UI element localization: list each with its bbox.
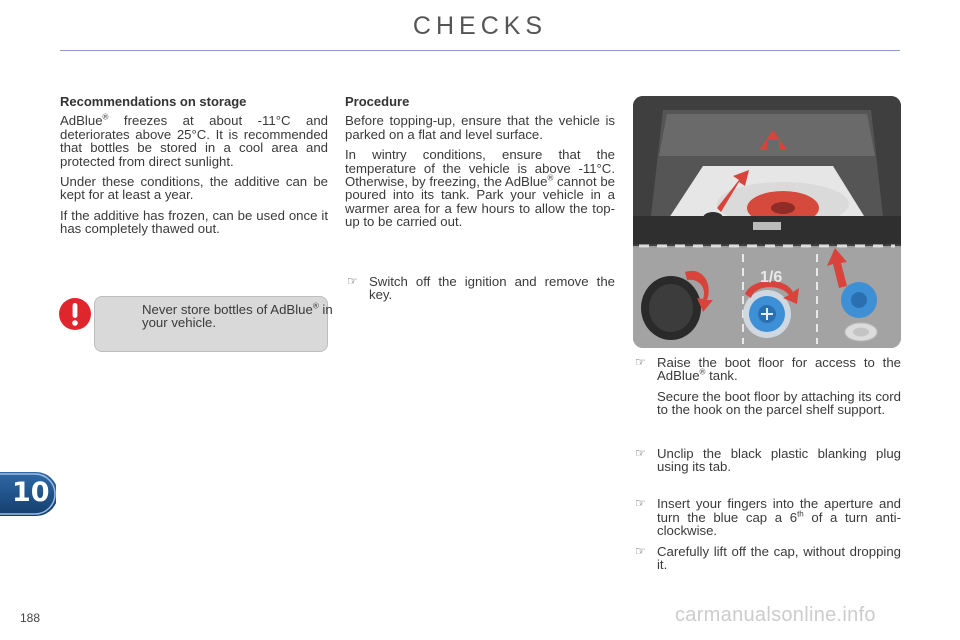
fraction-label: 1/6 — [760, 269, 783, 286]
warning-box — [94, 296, 333, 352]
warning-exclamation-icon — [57, 297, 93, 333]
page-number: 188 — [20, 611, 41, 625]
step-lift-cap: ☞ Carefully lift off the cap, without dropping it. — [635, 543, 901, 573]
warning-text: Never store bottles of AdBlue® in your vehicle. — [142, 301, 333, 331]
pointing-hand-icon: ☞ — [635, 543, 646, 558]
page-title: CHECKS — [412, 12, 548, 40]
step-switch-off: ☞ Switch off the ignition and remove the key. — [347, 273, 615, 303]
storage-paragraph-2: Under these conditions, the additive can be kept for at least a year. — [60, 174, 328, 203]
steps-section — [633, 356, 901, 578]
pointing-hand-icon: ☞ — [635, 496, 646, 511]
pointing-hand-icon: ☞ — [635, 355, 646, 369]
header-rule — [60, 50, 900, 51]
pointing-hand-icon: ☞ — [347, 273, 358, 288]
storage-paragraph-3: If the additive has frozen, can be used once it has completely thawed out. — [60, 207, 328, 237]
step-raise-boot-floor: ☞ Raise the boot floor for access to the AdBlue® tank. — [635, 355, 901, 384]
boot-tank-drawing — [633, 96, 901, 348]
pointing-hand-icon: ☞ — [635, 445, 646, 460]
warning-note — [57, 296, 333, 352]
procedure-section — [345, 95, 615, 308]
storage-section — [60, 95, 328, 243]
procedure-paragraph-1: Before topping-up, ensure that the vehicle is parked on a flat and level surface. — [345, 113, 615, 142]
storage-heading: Recommendations on storage — [60, 94, 247, 109]
step-secure-floor: Secure the boot floor by attaching its cord to the hook on the parcel shelf support. — [657, 388, 901, 418]
storage-paragraph-1: AdBlue® freezes at about -11°C and deteriorates above 25°C. It is recommended that bottles be stored in a cool area and protected from direct sunlight. — [60, 113, 328, 169]
procedure-heading: Procedure — [345, 94, 410, 109]
boot-tank-illustration — [633, 96, 901, 348]
step-turn-cap: ☞ Insert your fingers into the aperture and turn the blue cap a 6th of a turn anti-clockwise. — [635, 496, 901, 539]
procedure-paragraph-2: In wintry conditions, ensure that the temperature of the vehicle is above -11°C. Otherwise, by freezing, the AdBlue® cannot be poured into its tank. Park your vehicle in a warmer area for a few hours to allow the top-up to be carried out. — [345, 147, 615, 230]
watermark: carmanualsonline.info — [675, 604, 876, 626]
chapter-number: 10 — [12, 477, 50, 508]
step-unclip-plug: ☞ Unclip the black plastic blanking plug using its tab. — [635, 445, 901, 475]
